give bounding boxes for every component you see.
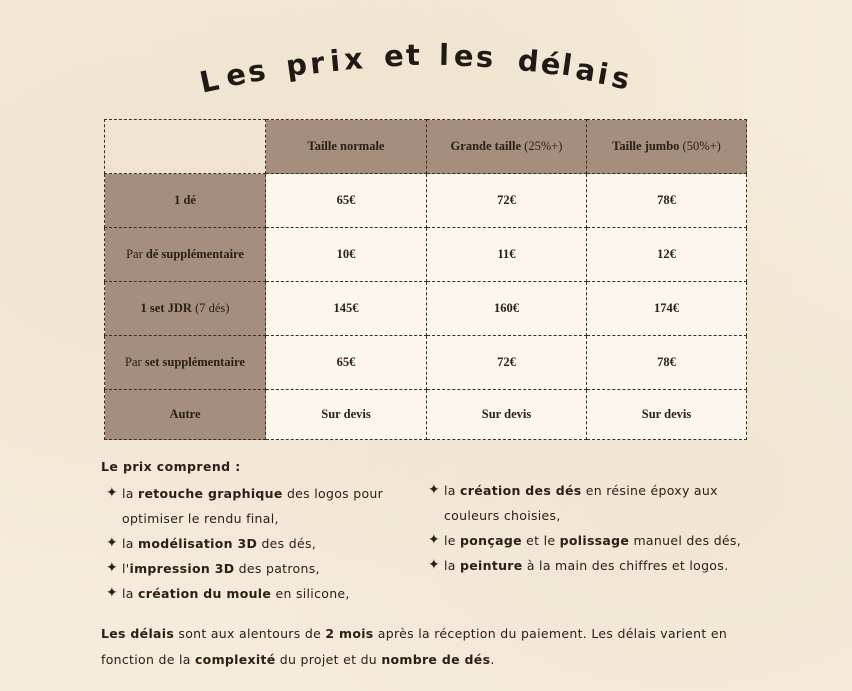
price-cell: Sur devis — [587, 390, 747, 440]
label-pre: Par — [126, 247, 146, 261]
title-letter: e — [383, 38, 405, 74]
item-continuation: optimiser le rendu final, — [122, 511, 279, 526]
delais-strong: complexité — [194, 652, 276, 667]
label-strong: dé supplémentaire — [145, 247, 244, 261]
item-strong: polissage — [559, 533, 630, 548]
sparkle-icon: ✦ — [106, 535, 119, 551]
sparkle-icon: ✦ — [106, 485, 119, 501]
price-cell: 11€ — [427, 228, 587, 282]
list-item — [106, 581, 406, 606]
title-letter: l — [559, 47, 575, 83]
label-strong: set supplémentaire — [144, 355, 245, 369]
item-strong: peinture — [460, 558, 523, 573]
delais-strong: Les délais — [101, 626, 175, 641]
includes-heading: Le prix comprend : — [101, 459, 241, 474]
includes-list-right — [428, 478, 758, 578]
table-row — [105, 228, 747, 282]
title-letter: s — [245, 52, 268, 90]
price-cell: 160€ — [427, 282, 587, 336]
price-cell: 72€ — [427, 174, 587, 228]
header-cell — [266, 120, 427, 174]
header-row — [105, 120, 747, 174]
item-strong: création des dés — [460, 483, 582, 498]
sparkle-icon: ✦ — [428, 532, 441, 548]
list-item — [428, 553, 758, 578]
list-item — [428, 528, 758, 553]
sparkle-icon: ✦ — [106, 585, 119, 601]
item-text: des dés, — [257, 536, 317, 551]
sparkle-icon: ✦ — [106, 560, 119, 576]
price-cell: 174€ — [587, 282, 747, 336]
item-text: manuel des dés, — [629, 533, 742, 548]
price-cell: 78€ — [587, 174, 747, 228]
includes-list-left — [106, 481, 406, 606]
price-table — [104, 119, 747, 440]
row-label — [105, 228, 266, 282]
item-strong: retouche graphique — [138, 486, 283, 501]
delais-strong: 2 mois — [325, 626, 374, 641]
item-text: la — [122, 536, 139, 551]
item-text: le — [444, 533, 461, 548]
item-strong: impression 3D — [129, 561, 235, 576]
price-cell: 12€ — [587, 228, 747, 282]
label-strong: 1 set JDR — [140, 301, 192, 315]
header-cell — [427, 120, 587, 174]
item-text: à la main des chiffres et logos. — [522, 558, 729, 573]
header-strong: Taille jumbo — [612, 139, 680, 153]
title-letter: L — [196, 62, 222, 100]
title-letter: é — [539, 45, 563, 83]
title-letter: e — [223, 56, 249, 94]
item-text: des logos pour — [282, 486, 384, 501]
price-cell: 145€ — [266, 282, 427, 336]
table-row — [105, 174, 747, 228]
item-continuation: couleurs choisies, — [444, 508, 561, 523]
delais-strong: nombre de dés — [381, 652, 491, 667]
delais-paragraph — [101, 621, 761, 673]
list-item — [106, 481, 406, 531]
title-letter: i — [328, 43, 342, 79]
item-text: la — [444, 483, 461, 498]
item-strong: modélisation 3D — [138, 536, 258, 551]
list-item — [106, 556, 406, 581]
label-post: (7 dés) — [191, 301, 230, 315]
list-item — [106, 531, 406, 556]
delais-text: . — [490, 652, 495, 667]
table-row — [105, 390, 747, 440]
delais-text: sont aux alentours de — [174, 626, 326, 641]
title-letter: s — [475, 39, 495, 75]
delais-text: après la réception du paiement. Les délais varient en fonction de la — [101, 626, 728, 667]
item-strong: création du moule — [138, 586, 272, 601]
price-cell: 65€ — [266, 174, 427, 228]
title-letter: s — [608, 59, 633, 97]
price-cell: 10€ — [266, 228, 427, 282]
row-label — [105, 336, 266, 390]
price-cell: 65€ — [266, 336, 427, 390]
title-letter: l — [438, 37, 450, 73]
item-strong: ponçage — [460, 533, 522, 548]
header-strong: Taille normale — [307, 139, 385, 153]
header-strong: Grande taille — [450, 139, 522, 153]
row-label — [105, 282, 266, 336]
sparkle-icon: ✦ — [428, 482, 441, 498]
header-light: (25%+) — [521, 139, 563, 153]
row-label — [105, 390, 266, 440]
label-pre: Par — [125, 355, 145, 369]
item-text: la — [122, 586, 139, 601]
item-text: en résine époxy aux — [581, 483, 718, 498]
price-cell: Sur devis — [266, 390, 427, 440]
header-cell — [587, 120, 747, 174]
page-title — [196, 36, 656, 106]
item-text: des patrons, — [234, 561, 320, 576]
corner-cell — [105, 120, 266, 174]
title-letter: e — [453, 38, 475, 74]
list-item — [428, 478, 758, 528]
table-row — [105, 282, 747, 336]
item-text: la — [444, 558, 461, 573]
price-cell: 78€ — [587, 336, 747, 390]
price-cell: 72€ — [427, 336, 587, 390]
item-text: l' — [122, 561, 130, 576]
title-letter: x — [342, 41, 364, 77]
header-light: (50%+) — [679, 139, 721, 153]
title-letter: i — [595, 56, 611, 92]
item-text: la — [122, 486, 139, 501]
title-letter: a — [573, 51, 599, 89]
delais-text: du projet et du — [275, 652, 382, 667]
title-letter: t — [405, 37, 421, 73]
price-cell: Sur devis — [427, 390, 587, 440]
title-letter: d — [516, 43, 541, 79]
table-row — [105, 336, 747, 390]
title-letter: p — [283, 46, 310, 84]
item-text: et le — [521, 533, 560, 548]
item-text: en silicone, — [271, 586, 350, 601]
label-strong: Autre — [169, 407, 201, 421]
label-strong: 1 dé — [174, 193, 196, 207]
title-letter: r — [308, 45, 327, 81]
row-label — [105, 174, 266, 228]
sparkle-icon: ✦ — [428, 557, 441, 573]
